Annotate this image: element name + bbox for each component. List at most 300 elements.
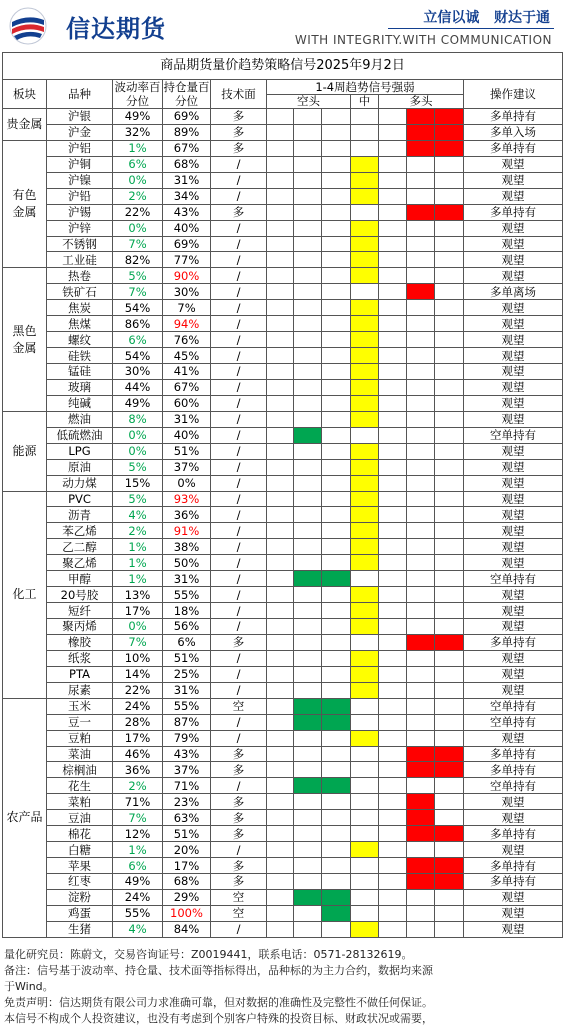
signal-cell (435, 156, 464, 172)
signal-cell (267, 507, 294, 523)
signal-cell (435, 587, 464, 603)
signal-cell (267, 427, 294, 443)
header-mid: 中 (351, 94, 379, 109)
advice-cell: 观望 (464, 348, 563, 364)
signal-cell (435, 905, 464, 921)
technical-cell: / (211, 603, 267, 619)
signal-cell (267, 555, 294, 571)
open-interest-cell: 67% (163, 379, 211, 395)
signal-cell (351, 140, 379, 156)
open-interest-cell: 23% (163, 794, 211, 810)
signal-cell (379, 858, 407, 874)
signal-cell (435, 364, 464, 380)
open-interest-cell: 20% (163, 842, 211, 858)
sector-cell: 有色金属 (3, 140, 47, 268)
open-interest-cell: 100% (163, 905, 211, 921)
technical-cell: 多 (211, 794, 267, 810)
signal-cell (267, 698, 294, 714)
product-cell: 菜粕 (47, 794, 113, 810)
signal-cell (407, 842, 435, 858)
signal-cell (267, 889, 294, 905)
product-cell: 淀粉 (47, 889, 113, 905)
signal-cell (407, 794, 435, 810)
signal-cell (351, 284, 379, 300)
signal-cell (294, 778, 322, 794)
table-row (3, 778, 563, 794)
signal-cell (322, 874, 351, 890)
signal-cell (267, 395, 294, 411)
signal-cell (322, 348, 351, 364)
technical-cell: / (211, 682, 267, 698)
signal-cell (294, 666, 322, 682)
signal-cell (435, 650, 464, 666)
header-technical: 技术面 (211, 80, 267, 109)
signal-cell (294, 507, 322, 523)
signal-cell (379, 172, 407, 188)
product-cell: 菜油 (47, 746, 113, 762)
signal-cell (435, 555, 464, 571)
signal-cell (267, 619, 294, 635)
signal-cell (379, 810, 407, 826)
signal-cell (435, 682, 464, 698)
signal-cell (267, 204, 294, 220)
technical-cell: 多 (211, 874, 267, 890)
advice-cell: 观望 (464, 236, 563, 252)
product-cell: 尿素 (47, 682, 113, 698)
advice-cell: 观望 (464, 539, 563, 555)
signal-cell (267, 188, 294, 204)
product-cell: 焦炭 (47, 300, 113, 316)
signal-cell (379, 124, 407, 140)
signal-cell (322, 921, 351, 937)
advice-cell: 多单持有 (464, 140, 563, 156)
signal-cell (435, 236, 464, 252)
signal-cell (435, 619, 464, 635)
signal-cell (351, 858, 379, 874)
technical-cell: / (211, 443, 267, 459)
advice-cell: 观望 (464, 666, 563, 682)
open-interest-cell: 43% (163, 204, 211, 220)
technical-cell: / (211, 300, 267, 316)
product-cell: 沪锌 (47, 220, 113, 236)
signal-cell (435, 427, 464, 443)
technical-cell: 多 (211, 746, 267, 762)
signal-cell (294, 236, 322, 252)
volatility-cell: 54% (113, 348, 163, 364)
advice-cell: 观望 (464, 300, 563, 316)
table-title: 商品期货量价趋势策略信号2025年9月2日 (3, 53, 563, 80)
signal-cell (407, 268, 435, 284)
signal-cell (407, 411, 435, 427)
signal-cell (322, 507, 351, 523)
advice-cell: 观望 (464, 156, 563, 172)
product-cell: 红枣 (47, 874, 113, 890)
product-cell: 螺纹 (47, 332, 113, 348)
signal-cell (435, 714, 464, 730)
signal-cell (267, 842, 294, 858)
signal-cell (435, 523, 464, 539)
technical-cell: / (211, 778, 267, 794)
advice-cell: 观望 (464, 619, 563, 635)
advice-cell: 观望 (464, 842, 563, 858)
signal-cell (294, 826, 322, 842)
signal-cell (267, 603, 294, 619)
volatility-cell: 0% (113, 172, 163, 188)
open-interest-cell: 17% (163, 858, 211, 874)
header-advice: 操作建议 (464, 80, 563, 109)
product-cell: 燃油 (47, 411, 113, 427)
signal-cell (379, 650, 407, 666)
signal-cell (267, 109, 294, 125)
footer-disclaimer-cont: 本信号不构成个人投资建议，也没有考虑到个别客户特殊的投资目标、财政状况或需要， (4, 1012, 433, 1025)
header-long: 多头 (379, 94, 464, 109)
signal-cell (435, 188, 464, 204)
signal-cell (407, 475, 435, 491)
signal-cell (267, 905, 294, 921)
signal-cell (435, 300, 464, 316)
table-row (3, 905, 563, 921)
product-cell: 花生 (47, 778, 113, 794)
signal-cell (351, 698, 379, 714)
signal-cell (407, 810, 435, 826)
signal-cell (294, 794, 322, 810)
signal-cell (407, 666, 435, 682)
open-interest-cell: 56% (163, 619, 211, 635)
sector-cell: 农产品 (3, 698, 47, 937)
technical-cell: / (211, 332, 267, 348)
open-interest-cell: 87% (163, 714, 211, 730)
signal-cell (294, 220, 322, 236)
signal-cell (435, 348, 464, 364)
table-row (3, 252, 563, 268)
open-interest-cell: 36% (163, 507, 211, 523)
product-cell: 玻璃 (47, 379, 113, 395)
volatility-cell: 10% (113, 650, 163, 666)
advice-cell: 观望 (464, 459, 563, 475)
signal-cell (379, 826, 407, 842)
signal-cell (435, 475, 464, 491)
product-cell: 聚乙烯 (47, 555, 113, 571)
volatility-cell: 17% (113, 730, 163, 746)
volatility-cell: 49% (113, 109, 163, 125)
open-interest-cell: 51% (163, 650, 211, 666)
technical-cell: 多 (211, 204, 267, 220)
signal-cell (294, 603, 322, 619)
signal-cell (351, 348, 379, 364)
product-cell: 纸浆 (47, 650, 113, 666)
advice-cell: 多单持有 (464, 858, 563, 874)
signal-cell (407, 730, 435, 746)
product-cell: 沪铅 (47, 188, 113, 204)
technical-cell: / (211, 348, 267, 364)
technical-cell: / (211, 587, 267, 603)
header-short: 空头 (267, 94, 351, 109)
product-cell: 苯乙烯 (47, 523, 113, 539)
signal-cell (379, 395, 407, 411)
volatility-cell: 55% (113, 905, 163, 921)
signal-cell (351, 523, 379, 539)
signal-cell (407, 427, 435, 443)
signal-cell (379, 300, 407, 316)
advice-cell: 空单持有 (464, 714, 563, 730)
table-row (3, 921, 563, 937)
table-row (3, 364, 563, 380)
signal-cell (267, 794, 294, 810)
header-volatility: 波动率百分位 (114, 80, 161, 108)
table-row (3, 523, 563, 539)
signal-cell (267, 539, 294, 555)
signal-cell (322, 220, 351, 236)
volatility-cell: 7% (113, 284, 163, 300)
signal-cell (351, 300, 379, 316)
advice-cell: 观望 (464, 682, 563, 698)
technical-cell: / (211, 714, 267, 730)
technical-cell: 空 (211, 698, 267, 714)
volatility-cell: 1% (113, 539, 163, 555)
footer-disclaimer: 免责声明：信达期货有限公司力求准确可靠，但对数据的准确性及完整性不做任何保证。 (4, 996, 433, 1009)
table-row (3, 395, 563, 411)
technical-cell: / (211, 284, 267, 300)
signal-cell (435, 332, 464, 348)
signal-cell (267, 874, 294, 890)
technical-cell: / (211, 459, 267, 475)
table-row (3, 475, 563, 491)
signal-cell (294, 140, 322, 156)
table-row (3, 826, 563, 842)
sector-cell: 化工 (3, 491, 47, 698)
signal-cell (351, 316, 379, 332)
signal-cell (351, 459, 379, 475)
signal-cell (351, 443, 379, 459)
volatility-cell: 2% (113, 523, 163, 539)
signal-cell (322, 475, 351, 491)
signal-cell (294, 762, 322, 778)
signal-cell (379, 140, 407, 156)
signal-cell (322, 411, 351, 427)
product-cell: 纯碱 (47, 395, 113, 411)
table-row (3, 634, 563, 650)
signal-cell (294, 395, 322, 411)
signal-cell (407, 587, 435, 603)
open-interest-cell: 93% (163, 491, 211, 507)
open-interest-cell: 25% (163, 666, 211, 682)
signal-cell (322, 714, 351, 730)
signal-cell (294, 204, 322, 220)
table-row (3, 348, 563, 364)
technical-cell: / (211, 268, 267, 284)
header-signal: 1-4周趋势信号强弱 (267, 80, 464, 95)
signal-cell (379, 842, 407, 858)
open-interest-cell: 38% (163, 539, 211, 555)
open-interest-cell: 18% (163, 603, 211, 619)
volatility-cell: 22% (113, 682, 163, 698)
advice-cell: 空单持有 (464, 427, 563, 443)
open-interest-cell: 69% (163, 109, 211, 125)
signal-cell (351, 778, 379, 794)
volatility-cell: 0% (113, 443, 163, 459)
technical-cell: / (211, 921, 267, 937)
signal-cell (294, 842, 322, 858)
signal-cell (435, 459, 464, 475)
signal-cell (351, 156, 379, 172)
signal-cell (322, 858, 351, 874)
signal-cell (294, 443, 322, 459)
table-row (3, 268, 563, 284)
header-product: 品种 (47, 80, 113, 109)
product-cell: 原油 (47, 459, 113, 475)
volatility-cell: 6% (113, 156, 163, 172)
technical-cell: / (211, 395, 267, 411)
signal-cell (322, 427, 351, 443)
signal-cell (294, 587, 322, 603)
advice-cell: 空单持有 (464, 778, 563, 794)
open-interest-cell: 6% (163, 634, 211, 650)
signal-cell (294, 252, 322, 268)
signal-cell (322, 156, 351, 172)
open-interest-cell: 34% (163, 188, 211, 204)
technical-cell: 多 (211, 634, 267, 650)
advice-cell: 观望 (464, 555, 563, 571)
open-interest-cell: 41% (163, 364, 211, 380)
product-cell: 棉花 (47, 826, 113, 842)
technical-cell: / (211, 364, 267, 380)
signal-cell (407, 523, 435, 539)
header-open-interest: 持仓量百分位 (163, 80, 210, 108)
table-row (3, 714, 563, 730)
signal-cell (294, 889, 322, 905)
signal-cell (407, 459, 435, 475)
page-header (0, 0, 564, 52)
product-cell: 沪金 (47, 124, 113, 140)
open-interest-cell: 50% (163, 555, 211, 571)
signal-cell (379, 332, 407, 348)
open-interest-cell: 51% (163, 443, 211, 459)
signal-cell (351, 874, 379, 890)
signal-cell (407, 507, 435, 523)
technical-cell: / (211, 842, 267, 858)
table-row (3, 427, 563, 443)
signal-cell (294, 571, 322, 587)
slogan-english: WITH INTEGRITY.WITH COMMUNICATION (294, 33, 552, 47)
advice-cell: 观望 (464, 491, 563, 507)
product-cell: 豆油 (47, 810, 113, 826)
volatility-cell: 7% (113, 634, 163, 650)
volatility-cell: 86% (113, 316, 163, 332)
signal-cell (351, 571, 379, 587)
product-cell: 乙二醇 (47, 539, 113, 555)
signal-cell (379, 666, 407, 682)
volatility-cell: 30% (113, 364, 163, 380)
table-row (3, 156, 563, 172)
signal-cell (267, 634, 294, 650)
signal-cell (267, 778, 294, 794)
signal-cell (379, 889, 407, 905)
technical-cell: / (211, 156, 267, 172)
table-row (3, 332, 563, 348)
technical-cell: / (211, 220, 267, 236)
technical-cell: 空 (211, 905, 267, 921)
signal-table (2, 52, 563, 938)
product-cell: 白糖 (47, 842, 113, 858)
signal-cell (322, 539, 351, 555)
open-interest-cell: 77% (163, 252, 211, 268)
volatility-cell: 24% (113, 889, 163, 905)
product-cell: 沪锡 (47, 204, 113, 220)
open-interest-cell: 55% (163, 587, 211, 603)
signal-cell (294, 905, 322, 921)
table-row (3, 603, 563, 619)
technical-cell: / (211, 619, 267, 635)
signal-cell (267, 220, 294, 236)
technical-cell: / (211, 650, 267, 666)
signal-cell (379, 698, 407, 714)
open-interest-cell: 40% (163, 220, 211, 236)
volatility-cell: 7% (113, 810, 163, 826)
signal-cell (351, 491, 379, 507)
table-row (3, 236, 563, 252)
signal-cell (351, 188, 379, 204)
advice-cell: 多单持有 (464, 634, 563, 650)
signal-cell (407, 539, 435, 555)
signal-cell (351, 204, 379, 220)
signal-cell (322, 124, 351, 140)
product-cell: 橡胶 (47, 634, 113, 650)
signal-cell (351, 555, 379, 571)
signal-cell (407, 650, 435, 666)
product-cell: 短纤 (47, 603, 113, 619)
volatility-cell: 36% (113, 762, 163, 778)
table-row (3, 491, 563, 507)
open-interest-cell: 67% (163, 140, 211, 156)
signal-cell (435, 124, 464, 140)
product-cell: 硅铁 (47, 348, 113, 364)
advice-cell: 多单持有 (464, 204, 563, 220)
signal-cell (379, 921, 407, 937)
signal-cell (267, 746, 294, 762)
signal-cell (322, 619, 351, 635)
signal-cell (407, 172, 435, 188)
signal-cell (351, 682, 379, 698)
table-row (3, 188, 563, 204)
signal-cell (435, 316, 464, 332)
table-row (3, 666, 563, 682)
volatility-cell: 6% (113, 332, 163, 348)
signal-cell (351, 921, 379, 937)
advice-cell: 观望 (464, 411, 563, 427)
logo-icon (8, 6, 48, 46)
signal-cell (322, 316, 351, 332)
signal-cell (267, 523, 294, 539)
signal-cell (294, 379, 322, 395)
signal-cell (267, 810, 294, 826)
signal-cell (407, 236, 435, 252)
signal-cell (379, 188, 407, 204)
volatility-cell: 4% (113, 507, 163, 523)
signal-cell (267, 332, 294, 348)
technical-cell: / (211, 475, 267, 491)
volatility-cell: 4% (113, 921, 163, 937)
advice-cell: 观望 (464, 220, 563, 236)
signal-cell (379, 874, 407, 890)
product-cell: 铁矿石 (47, 284, 113, 300)
signal-cell (379, 204, 407, 220)
table-row (3, 140, 563, 156)
signal-cell (379, 762, 407, 778)
signal-cell (379, 491, 407, 507)
signal-cell (351, 172, 379, 188)
signal-cell (351, 220, 379, 236)
open-interest-cell: 51% (163, 826, 211, 842)
